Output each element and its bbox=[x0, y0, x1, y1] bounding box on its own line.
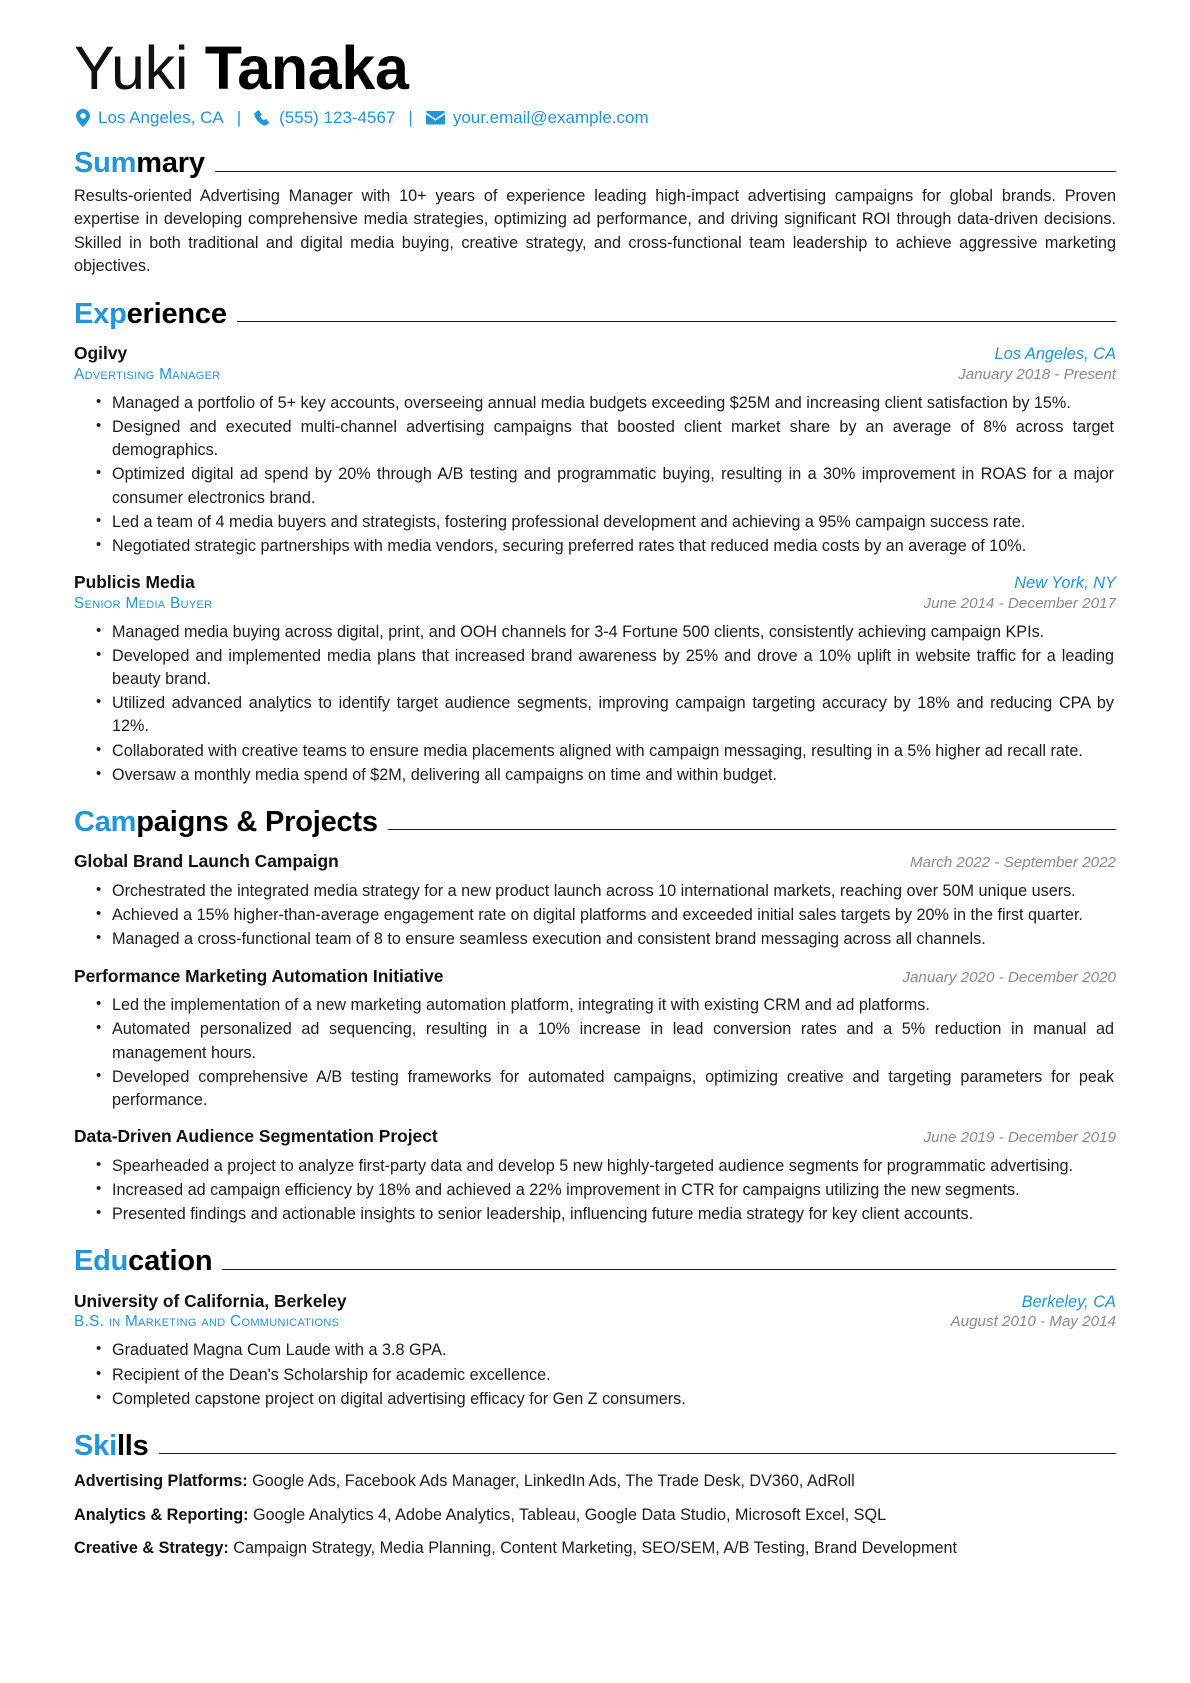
education-bullet-list bbox=[74, 1339, 1116, 1410]
list-item: • Led a team of 4 media buyers and strategists, fostering professional development and achieving a 95% campaign success rate. bbox=[112, 511, 1116, 534]
skill-row bbox=[74, 1504, 1116, 1527]
education-heading-highlight: Edu bbox=[74, 1245, 129, 1278]
employment-dates: January 2018 - Present bbox=[958, 365, 1116, 383]
list-item: • Managed a cross-functional team of 8 to ensure seamless execution and consistent brand messaging across all channels. bbox=[112, 928, 1116, 951]
campaign-entry bbox=[74, 851, 1116, 951]
list-item: • Graduated Magna Cum Laude with a 3.8 GPA. bbox=[112, 1339, 1116, 1362]
campaign-bullet-list bbox=[74, 880, 1116, 951]
skill-row bbox=[74, 1537, 1116, 1560]
contact-location bbox=[76, 108, 224, 128]
section-campaigns bbox=[74, 807, 1116, 1226]
employer-location: Los Angeles, CA bbox=[994, 345, 1116, 364]
experience-heading-rest: erience bbox=[126, 297, 227, 330]
experience-bullet-list bbox=[74, 621, 1116, 787]
list-item: • Presented findings and actionable insights to senior leadership, influencing future media strategy for key client accounts. bbox=[112, 1203, 1116, 1226]
summary-heading-highlight: Sum bbox=[74, 147, 137, 180]
education-entry-sub-row bbox=[74, 1312, 1116, 1332]
summary-heading-text bbox=[74, 148, 205, 178]
contact-separator-1: | bbox=[236, 108, 242, 128]
skills-heading bbox=[74, 1431, 1116, 1461]
job-title: Senior Media Buyer bbox=[74, 594, 213, 612]
skills-heading-rule bbox=[159, 1453, 1116, 1454]
list-item: • Collaborated with creative teams to ensure media placements aligned with campaign messaging, resulting in a 5% higher ad recall rate. bbox=[112, 740, 1116, 763]
campaigns-heading-rest: paigns & Projects bbox=[136, 805, 378, 838]
list-item: • Orchestrated the integrated media strategy for a new product launch across 10 international markets, reaching over 50M unique users. bbox=[112, 880, 1116, 903]
experience-heading-text bbox=[74, 299, 227, 329]
list-item: • Automated personalized ad sequencing, resulting in a 10% increase in lead conversion rates and a 5% reduction in manual ad management hours. bbox=[112, 1018, 1116, 1064]
skills-heading-highlight: Ski bbox=[74, 1429, 117, 1462]
location-pin-icon bbox=[76, 109, 90, 127]
skill-category-label: Analytics & Reporting: bbox=[74, 1505, 249, 1524]
section-skills bbox=[74, 1431, 1116, 1561]
campaign-name: Data-Driven Audience Segmentation Project bbox=[74, 1126, 438, 1147]
skill-category-value: Campaign Strategy, Media Planning, Content Marketing, SEO/SEM, A/B Testing, Brand Development bbox=[233, 1539, 957, 1558]
last-name: Tanaka bbox=[204, 34, 409, 102]
school-name: University of California, Berkeley bbox=[74, 1290, 347, 1311]
contact-bar bbox=[76, 108, 1116, 128]
list-item: • Increased ad campaign efficiency by 18% and achieved a 22% improvement in CTR for campaigns utilizing the new segments. bbox=[112, 1179, 1116, 1202]
employment-dates: June 2014 - December 2017 bbox=[923, 594, 1116, 612]
skill-category-value: Google Ads, Facebook Ads Manager, LinkedIn Ads, The Trade Desk, DV360, AdRoll bbox=[252, 1472, 855, 1491]
contact-separator-2: | bbox=[408, 108, 413, 128]
contact-phone bbox=[254, 108, 395, 128]
experience-heading bbox=[74, 299, 1116, 329]
candidate-name bbox=[74, 34, 1116, 102]
summary-heading bbox=[74, 148, 1116, 178]
campaign-entry bbox=[74, 966, 1116, 1113]
campaign-bullet-list bbox=[74, 994, 1116, 1112]
campaign-dates: June 2019 - December 2019 bbox=[923, 1129, 1116, 1147]
campaign-name: Global Brand Launch Campaign bbox=[74, 851, 339, 872]
education-heading-rule bbox=[222, 1269, 1116, 1270]
school-location: Berkeley, CA bbox=[1021, 1292, 1116, 1311]
list-item: • Managed media buying across digital, print, and OOH channels for 3-4 Fortune 500 clients, consistently achieving campaign KPIs. bbox=[112, 621, 1116, 644]
employer-name: Publicis Media bbox=[74, 571, 195, 592]
experience-heading-rule bbox=[237, 321, 1116, 322]
experience-entry bbox=[74, 343, 1116, 558]
list-item: • Developed and implemented media plans that increased brand awareness by 25% and drove a 10% uplift in website traffic for a leading beauty brand. bbox=[112, 645, 1116, 691]
list-item: • Oversaw a monthly media spend of $2M, delivering all campaigns on time and within budget. bbox=[112, 764, 1116, 787]
list-item: • Managed a portfolio of 5+ key accounts, overseeing annual media budgets exceeding $25M and increasing client satisfaction by 15%. bbox=[112, 392, 1116, 415]
list-item: • Optimized digital ad spend by 20% through A/B testing and programmatic buying, resulting in a 30% improvement in ROAS for a major consumer electronics brand. bbox=[112, 463, 1116, 509]
list-item: • Utilized advanced analytics to identify target audience segments, improving campaign targeting accuracy by 18% and reducing CPA by 12%. bbox=[112, 692, 1116, 738]
experience-entry-sub-row bbox=[74, 365, 1116, 385]
summary-text: Results-oriented Advertising Manager with 10+ years of experience leading high-impact advertising campaigns for global brands. Proven expertise in developing comprehensive media strategies, optimizing ad performance, and driving significant ROI through data-driven decisions. Skilled in both traditional and digital media buying, creative strategy, and cross-functional team leadership to achieve aggressive marketing objectives. bbox=[74, 186, 1116, 276]
section-experience bbox=[74, 299, 1116, 787]
campaign-name: Performance Marketing Automation Initiative bbox=[74, 965, 444, 986]
list-item: • Developed comprehensive A/B testing frameworks for automated campaigns, optimizing creative and targeting parameters for peak performance. bbox=[112, 1066, 1116, 1112]
campaign-entry-title-row bbox=[74, 966, 1116, 988]
employer-location: New York, NY bbox=[1014, 573, 1116, 592]
experience-entry bbox=[74, 572, 1116, 787]
summary-heading-rest: mary bbox=[136, 147, 205, 180]
employer-name: Ogilvy bbox=[74, 343, 128, 364]
campaign-entry bbox=[74, 1126, 1116, 1226]
phone-icon bbox=[254, 110, 271, 127]
education-entry-title-row bbox=[74, 1291, 1116, 1313]
experience-heading-highlight: Exp bbox=[74, 297, 127, 330]
job-title: Advertising Manager bbox=[74, 365, 221, 383]
degree-title: B.S. in Marketing and Communications bbox=[74, 1313, 340, 1331]
campaigns-heading-text bbox=[74, 807, 378, 837]
resume-header bbox=[74, 34, 1116, 128]
campaign-dates: January 2020 - December 2020 bbox=[902, 968, 1116, 986]
campaigns-heading bbox=[74, 807, 1116, 837]
campaign-entry-title-row bbox=[74, 1126, 1116, 1148]
list-item: • Completed capstone project on digital advertising efficacy for Gen Z consumers. bbox=[112, 1388, 1116, 1411]
list-item: • Led the implementation of a new marketing automation platform, integrating it with existing CRM and ad platforms. bbox=[112, 994, 1116, 1017]
contact-location-text: Los Angeles, CA bbox=[98, 108, 224, 128]
campaigns-heading-highlight: Cam bbox=[74, 805, 137, 838]
list-item: • Recipient of the Dean's Scholarship for academic excellence. bbox=[112, 1364, 1116, 1387]
education-heading-rest: cation bbox=[128, 1245, 213, 1278]
contact-phone-text: (555) 123-4567 bbox=[279, 108, 396, 128]
summary-heading-rule bbox=[215, 171, 1116, 172]
campaign-dates: March 2022 - September 2022 bbox=[910, 854, 1116, 872]
list-item: • Designed and executed multi-channel advertising campaigns that boosted client market share by an average of 8% across target demographics. bbox=[112, 416, 1116, 462]
education-heading-text bbox=[74, 1246, 212, 1276]
section-summary bbox=[74, 148, 1116, 278]
skills-heading-rest: lls bbox=[116, 1429, 149, 1462]
list-item: • Negotiated strategic partnerships with media vendors, securing preferred rates that reduced media costs by an average of 10%. bbox=[112, 535, 1116, 558]
skill-category-label: Advertising Platforms: bbox=[74, 1472, 248, 1491]
first-name: Yuki bbox=[74, 34, 189, 102]
list-item: • Achieved a 15% higher-than-average engagement rate on digital platforms and exceeded initial sales targets by 20% in the first quarter. bbox=[112, 904, 1116, 927]
skill-category-value: Google Analytics 4, Adobe Analytics, Tableau, Google Data Studio, Microsoft Excel, SQL bbox=[252, 1505, 887, 1524]
skill-row bbox=[74, 1470, 1116, 1493]
education-dates: August 2010 - May 2014 bbox=[950, 1313, 1116, 1331]
skills-heading-text bbox=[74, 1431, 149, 1461]
education-heading bbox=[74, 1246, 1116, 1276]
experience-entry-title-row bbox=[74, 572, 1116, 594]
education-entry bbox=[74, 1291, 1116, 1411]
experience-bullet-list bbox=[74, 392, 1116, 558]
campaigns-heading-rule bbox=[388, 829, 1116, 830]
campaign-bullet-list bbox=[74, 1155, 1116, 1226]
skill-category-label: Creative & Strategy: bbox=[74, 1539, 229, 1558]
contact-email-text: your.email@example.com bbox=[452, 108, 649, 128]
envelope-icon bbox=[426, 111, 445, 125]
section-education bbox=[74, 1246, 1116, 1411]
experience-entry-sub-row bbox=[74, 594, 1116, 614]
list-item: • Spearheaded a project to analyze first-party data and develop 5 new highly-targeted audience segments for programmatic advertising. bbox=[112, 1155, 1116, 1178]
campaign-entry-title-row bbox=[74, 851, 1116, 873]
contact-email bbox=[426, 108, 649, 128]
experience-entry-title-row bbox=[74, 343, 1116, 365]
